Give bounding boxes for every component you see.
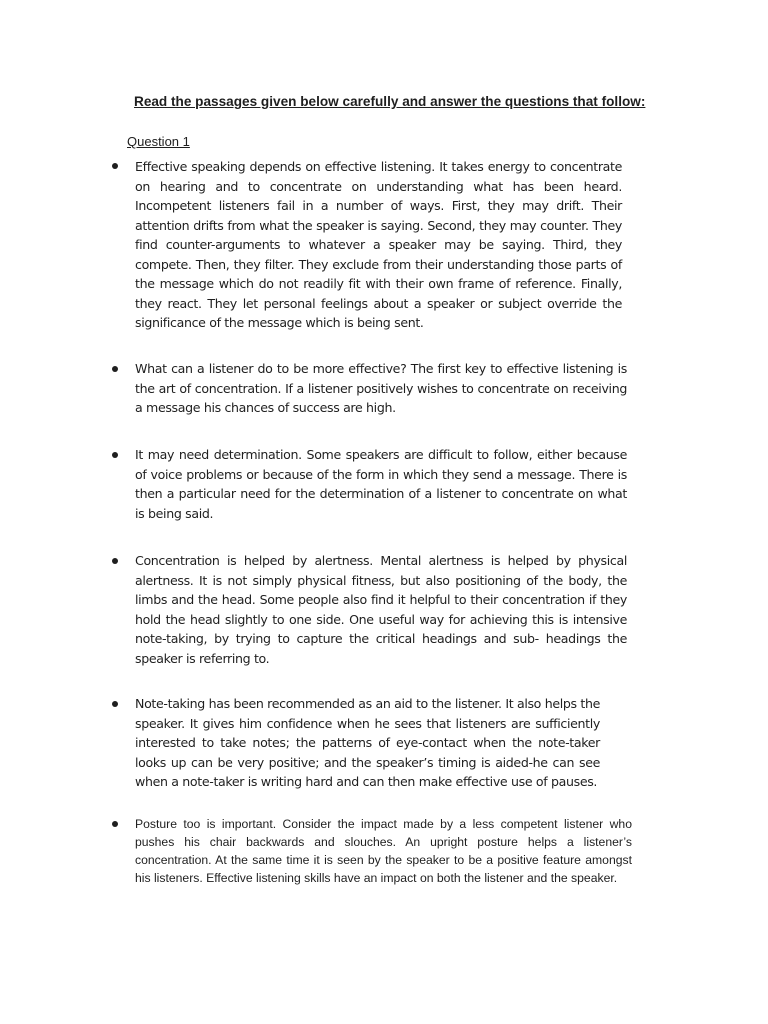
bullet-icon xyxy=(112,821,118,827)
passage-paragraph-3: It may need determination. Some speakers are difficult to follow, either because of voice problems or because of the form in which they send a message. There is then a particular need for the determination of a listener to concentrate on what is being said. xyxy=(135,447,627,521)
instructions-heading: Read the passages given below carefully and answer the questions that follow: xyxy=(134,94,646,109)
passage-paragraph-4: Concentration is helped by alertness. Mental alertness is helped by physical alertness. It is not simply physical fitness, but also positioning of the body, the limbs and the head. Some people also find it helpful to their concentration if they hold the head slightly to one side. One useful way for achieving this is intensive note-taking, by trying to capture the critical headings and sub- headings the speaker is referring to. xyxy=(135,553,627,666)
bullet-icon xyxy=(112,558,118,564)
passage-paragraph-6: Posture too is important. Consider the impact made by a less competent listener who pushes his chair backwards and slouches. An upright posture helps a listener’s concentration. At the same time it is seen by the speaker to be a positive feature amongst his listeners. Effective listening skills have an impact on both the listener and the speaker. xyxy=(135,817,632,885)
bullet-icon xyxy=(112,366,118,372)
passage-paragraph-1: Effective speaking depends on effective listening. It takes energy to concentrate on hearing and to concentrate on understanding what has been heard. Incompetent listeners fail in a number of ways. First, they may drift. Their attention drifts from what the speaker is saying. Second, they may counter. They find counter-arguments to whatever a speaker may be saying. Third, they compete. Then, they filter. They exclude from their understanding those parts of the message which do not readily fit with their own frame of reference. Finally, they react. They let personal feelings about a speaker or subject override the significance of the message which is being sent. xyxy=(135,159,622,330)
bullet-icon xyxy=(112,701,118,707)
passage-paragraph-2: What can a listener do to be more effective? The first key to effective listening is the art of concentration. If a listener positively wishes to concentrate on receiving a message his chances of success are high. xyxy=(135,361,627,415)
question-label: Question 1 xyxy=(127,134,190,149)
bullet-icon xyxy=(112,452,118,458)
bullet-icon xyxy=(112,163,118,169)
passage-paragraph-5: Note-taking has been recommended as an aid to the listener. It also helps the speaker. It gives him confidence when he sees that listeners are sufficiently interested to take notes; the patterns of eye-contact when the note-taker looks up can be very positive; and the speaker’s timing is aided-he can see when a note-taker is writing hard and can then make effective use of pauses. xyxy=(135,696,600,789)
